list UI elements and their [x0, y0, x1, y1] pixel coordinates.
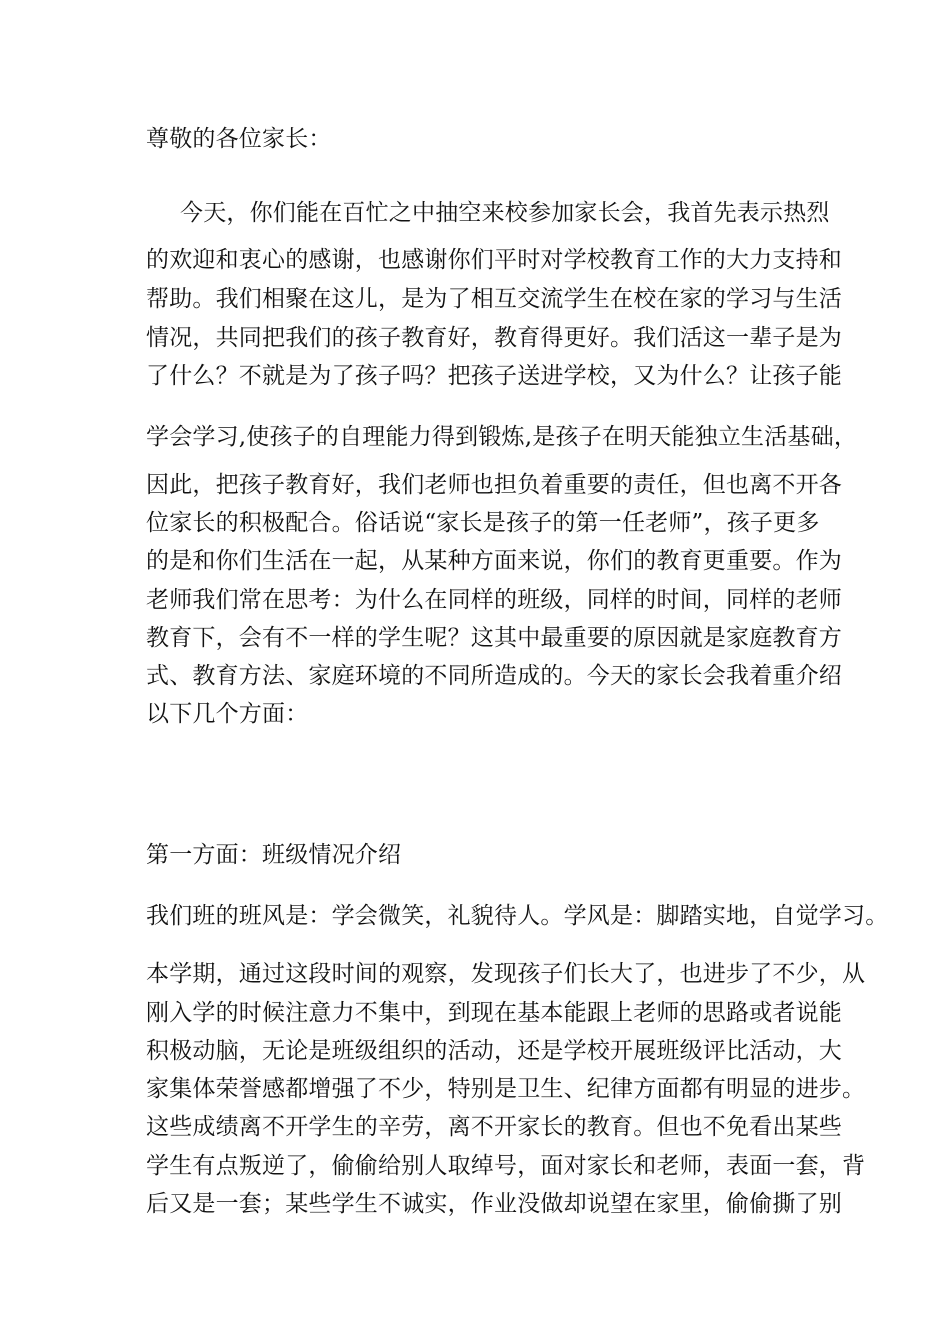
intro-line: 今天，你们能在百忙之中抽空来校参加家长会，我首先表示热烈	[180, 200, 830, 226]
intro-line: 情况，共同把我们的孩子教育好，教育得更好。我们活这一辈子是为	[146, 325, 842, 351]
section-title: 第一方面：班级情况介绍	[146, 842, 402, 868]
body-line: 家集体荣誉感都增强了不少，特别是卫生、纪律方面都有明显的进步。	[146, 1076, 866, 1102]
body-line: 积极动脑，无论是班级组织的活动，还是学校开展班级评比活动，大	[146, 1038, 842, 1064]
intro-line: 了什么？不就是为了孩子吗？把孩子送进学校，又为什么？让孩子能	[146, 363, 842, 389]
intro-line: 老师我们常在思考：为什么在同样的班级，同样的时间，同样的老师	[146, 587, 842, 613]
body-line: 学生有点叛逆了，偷偷给别人取绰号，面对家长和老师，表面一套，背	[146, 1153, 866, 1179]
intro-line: 因此，把孩子教育好，我们老师也担负着重要的责任，但也离不开各	[146, 472, 842, 498]
body-line: 这些成绩离不开学生的辛劳，离不开家长的教育。但也不免看出某些	[146, 1114, 842, 1140]
body-line: 刚入学的时候注意力不集中，到现在基本能跟上老师的思路或者说能	[146, 1000, 842, 1026]
greeting: 尊敬的各位家长：	[146, 126, 332, 152]
intro-line: 学会学习,使孩子的自理能力得到锻炼,是孩子在明天能独立生活基础，	[146, 424, 858, 450]
intro-line: 教育下，会有不一样的学生呢？这其中最重要的原因就是家庭教育方	[146, 625, 842, 651]
intro-line: 帮助。我们相聚在这儿，是为了相互交流学生在校在家的学习与生活	[146, 286, 842, 312]
motto-line: 我们班的班风是：学会微笑，礼貌待人。学风是：脚踏实地，自觉学习。	[146, 903, 889, 929]
intro-line: 式、教育方法、家庭环境的不同所造成的。今天的家长会我着重介绍	[146, 663, 842, 689]
intro-line: 的欢迎和衷心的感谢，也感谢你们平时对学校教育工作的大力支持和	[146, 247, 842, 273]
body-line: 本学期，通过这段时间的观察，发现孩子们长大了，也进步了不少，从	[146, 961, 866, 987]
intro-line: 以下几个方面：	[146, 701, 309, 727]
body-line: 后又是一套；某些学生不诚实，作业没做却说望在家里，偷偷撕了别	[146, 1191, 842, 1217]
intro-line: 的是和你们生活在一起，从某种方面来说，你们的教育更重要。作为	[146, 548, 842, 574]
intro-line: 位家长的积极配合。俗话说“家长是孩子的第一任老师”，孩子更多	[146, 510, 820, 536]
